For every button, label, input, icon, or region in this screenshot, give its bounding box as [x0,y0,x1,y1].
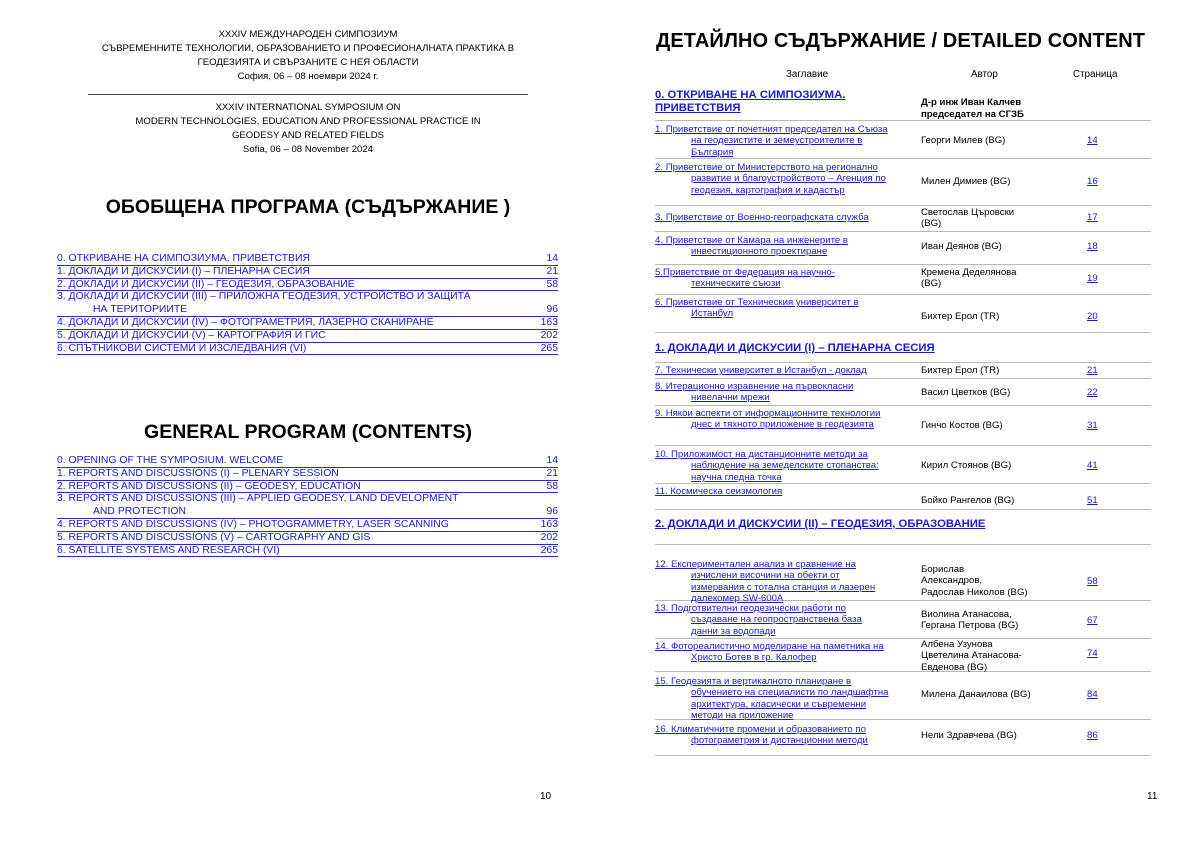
toc-entry-page: 163 [540,316,558,328]
toc-entry-text: 2. REPORTS AND DISCUSSIONS (II) – GEODESY, EDUCATION [57,480,361,492]
paper-author [921,365,1071,376]
paper-author [921,207,1071,230]
general-program-title-bg: ОБОБЩЕНА ПРОГРАМА (СЪДЪРЖАНИЕ ) [105,196,511,218]
header-line: София, 06 – 08 ноември 2024 г. [237,71,379,82]
paper-author [921,420,1071,431]
general-program-title-en: GENERAL PROGRAM (CONTENTS) [144,421,472,443]
author-line: Бихтер Ерол (TR) [921,365,1000,376]
paper-number: 12 [655,559,666,570]
paper-number: 2 [655,162,661,173]
paper-title-link[interactable] [655,449,907,483]
paper-title-line: обучението на специалисти по ландшафтна [691,687,889,699]
paper-title-link[interactable] [655,212,907,223]
toc-entry-page: 96 [546,506,558,518]
author-line: Албена Узунова [921,639,993,650]
paper-title-line: Истанбул [691,308,734,320]
toc-entry[interactable] [57,519,558,532]
paper-title-link[interactable] [655,408,907,431]
paper-title-line [655,297,907,308]
paper-title-text: Подготвителни геодезически работи по [671,603,846,614]
toc-entry-page: 14 [546,253,558,264]
number-separator: . [665,724,672,735]
author-line: Милен Димиев (BG) [921,176,1011,187]
paper-page-link[interactable]: 22 [1087,387,1098,398]
number-separator: . [665,449,672,460]
toc-entry[interactable] [57,455,558,468]
paper-title-text: Технически университет в Истанбул - доклад [665,365,867,376]
paper-author [921,609,1071,632]
paper-page-link[interactable]: 31 [1087,420,1098,431]
symposium-header-en [88,101,528,157]
header-line: Sofia, 06 – 08 November 2024 [242,144,374,155]
paper-page-link[interactable]: 16 [1087,176,1098,187]
paper-title-line [655,212,907,223]
paper-title-line [655,124,907,135]
toc-entry-page: 202 [540,531,558,543]
content-row [655,545,1151,605]
number-separator: . [665,603,672,614]
content-row [655,121,1151,159]
author-line: Д-р инж Иван Калчев [921,97,1022,108]
header-line: XXXIV INTERNATIONAL SYMPOSIUM ON [215,102,401,113]
section-heading-row [655,510,1151,545]
paper-title-line: наблюдение на земеделските стопанства: [691,460,879,472]
author-line: Георги Милев (BG) [921,135,1006,146]
toc-entry-text: 6. SATELLITE SYSTEMS AND RESEARCH (VI) [57,544,280,556]
author-line: Нели Здравчева (BG) [921,730,1017,741]
toc-entry[interactable] [57,545,558,558]
right-page [600,0,1200,849]
paper-author [921,564,1071,598]
paper-title-link[interactable] [655,559,907,605]
paper-title-link[interactable] [655,724,907,747]
header-line: GEODESY AND RELATED FIELDS [231,130,385,141]
content-row [655,206,1151,232]
author-line: Борислав [921,564,965,575]
number-separator: . [664,486,671,497]
section-heading-row [655,85,1151,121]
section-heading-link[interactable] [655,89,845,115]
paper-author [921,460,1071,471]
toc-entry-text: 6. СПЪТНИКОВИ СИСТЕМИ И ИЗСЛЕДВАНИЯ (VI) [57,342,307,354]
paper-page-link[interactable]: 84 [1087,689,1098,700]
paper-page-link[interactable]: 67 [1087,615,1098,626]
section-heading-line: 0. ОТКРИВАНЕ НА СИМПОЗИУМА. [655,89,846,101]
paper-page-link[interactable]: 74 [1087,648,1098,659]
paper-title-text: Приветствие от Федерация на научно- [663,267,835,278]
paper-title-line: данни за водопади [691,625,776,637]
header-line: СЪВРЕМЕННИТЕ ТЕХНОЛОГИИ, ОБРАЗОВАНИЕТО И ПРОФЕСИОНАЛНАТА ПРАКТИКА В [101,43,515,54]
paper-title-link[interactable] [655,267,907,290]
toc-entry-text: 5. ДОКЛАДИ И ДИСКУСИИ (V) – КАРТОГРАФИЯ И ГИС [57,329,326,341]
number-separator: . [665,559,672,570]
paper-title-text: Геодезията и вертикалното планиране в [671,676,852,687]
paper-number: 7 [655,365,661,376]
paper-title-line: развитие и благоустройството – Агенция по [691,173,886,185]
paper-title-text: Космическа сеизмология [670,486,783,497]
paper-title-link[interactable] [655,124,907,158]
toc-entry-page: 21 [546,467,558,479]
paper-title-link[interactable] [655,676,907,722]
toc-entry-page: 265 [540,544,558,556]
section-heading-link[interactable] [655,342,935,355]
toc-entry-text: 0. OPENING OF THE SYMPOSIUM. WELCOME [57,455,284,466]
content-row [655,232,1151,265]
content-row [655,265,1151,295]
paper-title-text: Някои аспекти от информационните технологии [665,408,881,419]
toc-entry-text: 1. ДОКЛАДИ И ДИСКУСИИ (I) – ПЛЕНАРНА СЕСИЯ [57,265,310,277]
paper-page-link[interactable]: 17 [1087,212,1098,223]
paper-title-link[interactable] [655,162,907,196]
author-line: Виолина Атанасова, [921,609,1012,620]
paper-number: 1 [655,124,661,135]
paper-page-link[interactable]: 41 [1087,460,1098,471]
toc-entry[interactable] [57,279,558,292]
paper-number: 11 [655,486,665,497]
toc-entry-page: 21 [546,265,558,277]
paper-number: 14 [655,641,666,652]
paper-title-line [655,449,907,460]
section-heading-row [655,333,1151,363]
paper-number: 16 [655,724,666,735]
toc-entry[interactable] [57,317,558,330]
paper-title-link[interactable] [655,603,907,637]
paper-title-line [655,365,907,376]
paper-title-line [655,676,907,687]
paper-title-line: измервания с тотална станция и лазерен [691,581,876,593]
toc-entry[interactable] [57,253,558,266]
toc-entry-continuation[interactable] [57,506,558,519]
paper-title-line [655,408,907,419]
author-line: Бихтер Ерол (TR) [921,311,1000,322]
toc-entry-page: 265 [540,342,558,354]
detailed-content-table [655,85,1151,756]
toc-entry[interactable] [57,330,558,343]
toc-entry-page: 202 [540,329,558,341]
paper-title-line [655,724,907,735]
paper-title-link[interactable] [655,486,907,497]
paper-title-text: Приветствие от почетният председател на Съюза [665,124,888,135]
paper-title-line: нивелачни мрежи [691,392,770,404]
paper-title-line [655,486,907,497]
author-line: (BG) [921,218,942,230]
page-number: 10 [540,791,552,802]
number-separator: . [660,297,666,308]
paper-number: 3 [655,212,661,223]
paper-title-line [655,267,907,278]
author-line: Бойко Рангелов (BG) [921,495,1015,506]
column-header-author: Автор [971,69,998,80]
header-divider [88,94,528,95]
section-heading-line: ПРИВЕТСТВИЯ [655,102,741,114]
content-row [655,295,1151,333]
paper-author [921,730,1071,741]
paper-title-line [655,603,907,614]
toc-entry-text: 1. REPORTS AND DISCUSSIONS (I) – PLENARY SESSION [57,467,339,479]
content-row [655,484,1151,510]
paper-title-line [655,381,907,392]
paper-title-line [655,162,907,173]
content-row [655,720,1151,756]
author-line: Иван Деянов (BG) [921,241,1002,252]
paper-title-text: Приложимост на дистанционните методи за [671,449,868,460]
column-header-page: Страница [1073,69,1118,80]
section-author [921,97,1024,120]
number-separator: . [660,124,666,135]
toc-entry[interactable] [57,343,558,356]
number-separator: . [660,267,664,278]
paper-title-link[interactable] [655,235,907,258]
paper-author [921,387,1071,398]
content-row [655,601,1151,639]
toc-entry-page: 96 [546,304,558,316]
paper-number: 9 [655,408,661,419]
toc-entry[interactable] [57,291,558,304]
paper-page-link[interactable]: 21 [1087,365,1098,376]
toc-entry-page: 163 [540,518,558,530]
paper-page-link[interactable]: 58 [1087,576,1098,587]
author-line: Цветелина Атанасова- [921,650,1022,662]
paper-title-link[interactable] [655,365,907,376]
toc-entry-text: 5. REPORTS AND DISCUSSIONS (V) – CARTOGRAPHY AND GIS [57,531,371,543]
paper-author [921,689,1071,700]
paper-title-text: Климатичните промени и образованието по [671,724,866,735]
author-line: Милена Данаилова (BG) [921,689,1031,700]
toc-entry-text: 4. ДОКЛАДИ И ДИСКУСИИ (IV) – ФОТОГРАМЕТРИЯ, ЛАЗЕРНО СКАНИРАНЕ [57,316,434,328]
toc-entry-text: 3. ДОКЛАДИ И ДИСКУСИИ (III) – ПРИЛОЖНА ГЕОДЕЗИЯ, УСТРОЙСТВО И ЗАЩИТА [57,291,471,303]
number-separator: . [660,212,666,223]
paper-author [921,176,1071,187]
paper-title-link[interactable] [655,381,907,404]
author-line: Александров, [921,575,983,587]
content-row [655,639,1151,672]
section-heading-line: 2. ДОКЛАДИ И ДИСКУСИИ (II) – ГЕОДЕЗИЯ, ОБРАЗОВАНИЕ [655,518,986,530]
paper-author [921,639,1071,673]
paper-author [921,241,1071,252]
author-line: Кремена Деделянова [921,267,1017,278]
paper-title-line: на геодезистите и земеустроителите в [691,135,863,147]
number-separator: . [660,365,666,376]
paper-title-line: далекомер SW-600A [691,593,784,605]
header-line: MODERN TECHNOLOGIES, EDUCATION AND PROFESSIONAL PRACTICE IN [135,116,481,127]
paper-title-line: България [691,146,734,158]
author-line: Светослав Църовски [921,207,1015,218]
number-separator: . [660,408,666,419]
toc-entry[interactable] [57,468,558,481]
paper-title-link[interactable] [655,297,907,320]
number-separator: . [660,235,666,246]
paper-author [921,267,1071,290]
content-row [655,379,1151,406]
paper-page-link[interactable]: 20 [1087,311,1098,322]
paper-title-text: Фотореалистично моделиране на паметника на [671,641,884,652]
paper-title-text: Приветствие от Военно-географската служба [665,212,869,223]
paper-number: 4 [655,235,661,246]
number-separator: . [660,381,666,392]
toc-en [57,455,558,557]
paper-title-line [655,641,907,652]
toc-entry-text: НА ТЕРИТОРИИТЕ [93,304,188,316]
paper-number: 13 [655,603,666,614]
paper-title-text: Итерационно изравнение на първокласни [665,381,854,392]
content-row [655,672,1151,720]
toc-entry[interactable] [57,493,558,506]
paper-title-text: Приветствие от Техническия университет в [665,297,859,308]
content-row [655,406,1151,446]
paper-title-link[interactable] [655,641,907,664]
paper-number: 8 [655,381,661,392]
paper-title-text: Експериментален анализ и сравнение на [671,559,856,570]
paper-title-line: методи на приложение [691,710,794,722]
paper-title-text: Приветствие от Камара на инженерите в [665,235,849,246]
toc-entry-page: 58 [546,278,558,290]
content-row [655,159,1151,206]
toc-entry-continuation[interactable] [57,304,558,317]
paper-title-line [655,559,907,570]
paper-number: 6 [655,297,661,308]
number-separator: . [665,676,672,687]
author-line: Гергана Петрова (BG) [921,620,1019,632]
toc-entry[interactable] [57,481,558,494]
toc-entry-page: 58 [546,480,558,492]
paper-title-line: създаване на геопространствена база [691,614,862,626]
content-row [655,363,1151,379]
section-heading-link[interactable] [655,518,985,531]
paper-title-line: архитектура, класически и съвременни [691,698,867,710]
header-line: ГЕОДЕЗИЯТА И СВЪРЗАНИТЕ С НЕЯ ОБЛАСТИ [197,57,419,68]
toc-entry-text: AND PROTECTION [93,506,186,518]
header-line: XXXIV МЕЖДУНАРОДЕН СИМПОЗИУМ [218,29,398,40]
toc-entry-text: 4. REPORTS AND DISCUSSIONS (IV) – PHOTOGRAMMETRY, LASER SCANNING [57,518,449,530]
toc-entry-page: 14 [546,455,558,466]
paper-title-line: научна гледна точка [691,471,782,483]
paper-author [921,135,1071,146]
paper-page-link[interactable]: 14 [1087,135,1098,146]
paper-title-line: инвестиционното проектиране [691,246,828,258]
number-separator: . [660,162,666,173]
paper-author [921,495,1071,506]
paper-title-line: геодезия, картография и кадастър [691,184,845,196]
paper-title-line [655,235,907,246]
paper-page-link[interactable]: 18 [1087,241,1098,252]
paper-number: 15 [655,676,666,687]
column-header-title: Заглавие [786,69,829,80]
author-line: Гинчо Костов (BG) [921,420,1003,431]
toc-entry-text: 0. ОТКРИВАНЕ НА СИМПОЗИУМА. ПРИВЕТСТВИЯ [57,253,310,264]
paper-page-link[interactable]: 51 [1087,495,1098,506]
toc-entry-text: 2. ДОКЛАДИ И ДИСКУСИИ (II) – ГЕОДЕЗИЯ, ОБРАЗОВАНИЕ [57,278,355,290]
author-line: (BG) [921,278,942,290]
number-separator: . [665,641,672,652]
paper-author [921,311,1071,322]
paper-title-line: изчислени височини на обекти от [691,570,840,582]
toc-entry[interactable] [57,532,558,545]
author-line: Евденова (BG) [921,661,988,673]
toc-bg [57,253,558,355]
author-line: Васил Цветков (BG) [921,387,1011,398]
author-line: председател на СГЗБ [921,108,1024,120]
author-line: Кирил Стоянов (BG) [921,460,1012,471]
paper-title-line: Христо Ботев в гр. Калофер [691,652,817,664]
detailed-content-title: ДЕТАЙЛНО СЪДЪРЖАНИЕ / DETAILED CONTENT [656,30,1146,52]
paper-title-text: Приветствие от Министерството на регионално [665,162,878,173]
paper-title-line: фотограметрия и дистанционни методи [691,735,868,747]
paper-number: 5 [655,267,661,278]
paper-page-link[interactable]: 19 [1087,273,1098,284]
paper-page-link[interactable]: 86 [1087,730,1098,741]
toc-entry-text: 3. REPORTS AND DISCUSSIONS (III) – APPLIED GEODESY, LAND DEVELOPMENT [57,493,459,505]
author-line: Радослав Николов (BG) [921,586,1028,598]
paper-number: 10 [655,449,666,460]
toc-entry[interactable] [57,266,558,279]
content-row [655,446,1151,484]
page-number: 11 [1147,791,1158,802]
section-heading-line: 1. ДОКЛАДИ И ДИСКУСИИ (I) – ПЛЕНАРНА СЕСИЯ [655,342,935,354]
symposium-header-bg [88,28,528,84]
paper-title-line: техническите съюзи [691,278,781,290]
paper-title-line: днес и тяхното приложение в геодезията [691,419,874,431]
